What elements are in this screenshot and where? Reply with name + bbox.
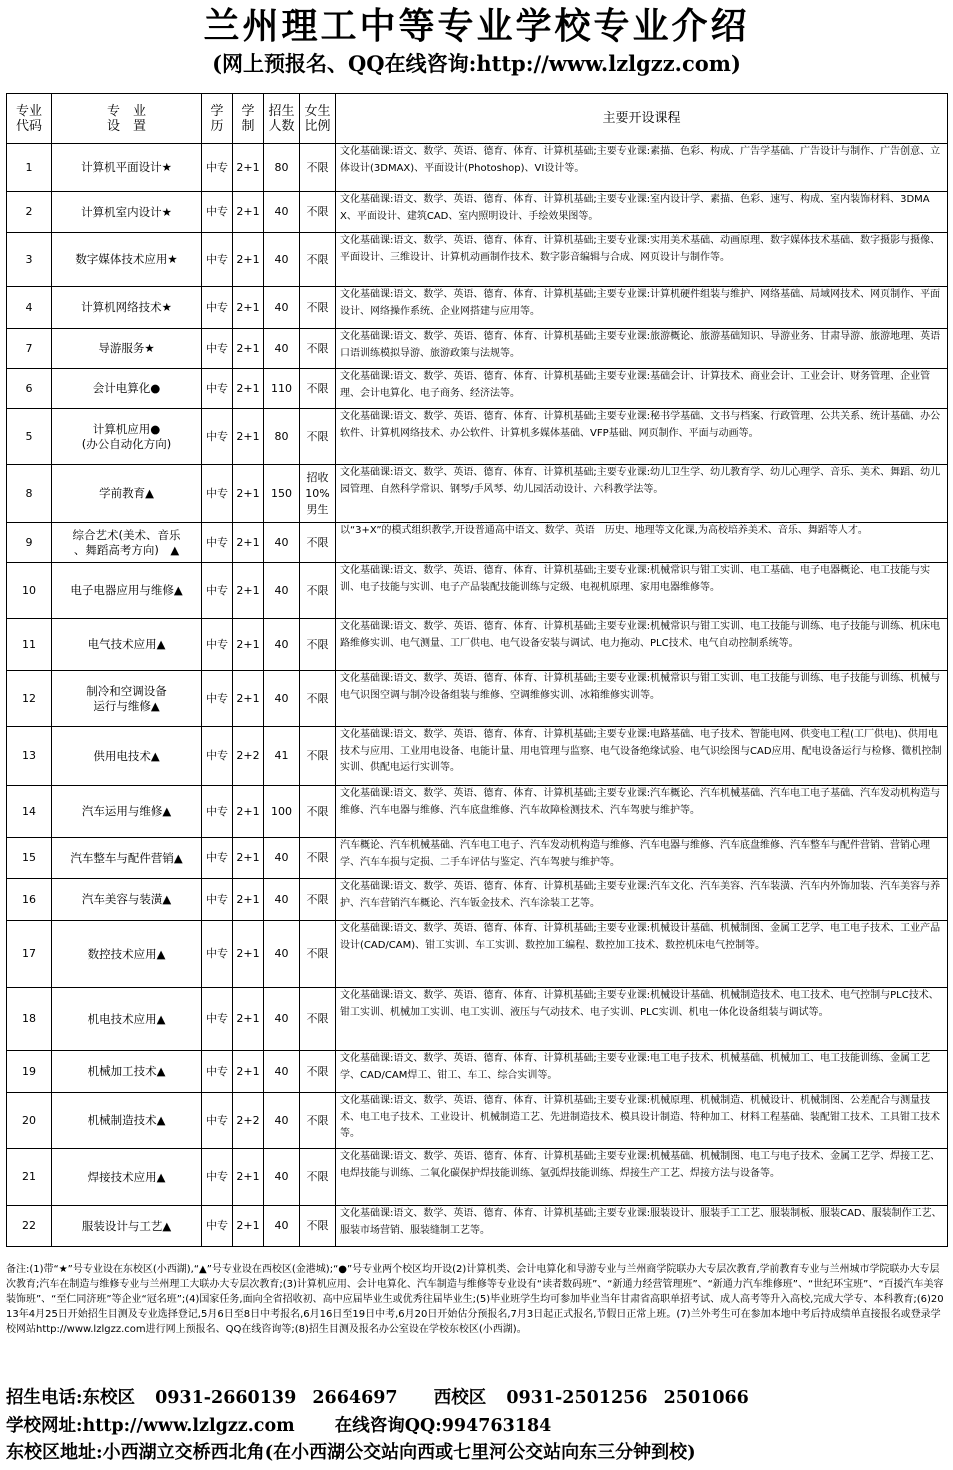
major-education: 中专 [202,563,233,619]
table-row [7,233,948,287]
footer-website-line [6,1413,551,1439]
major-name [52,192,202,233]
female-ratio-line: 不限 [306,583,329,597]
major-name [52,727,202,786]
major-quota: 40 [264,671,300,727]
major-years: 2+1 [233,786,264,838]
major-years: 2+2 [233,1093,264,1149]
major-female-ratio [300,838,336,879]
major-years: 2+2 [233,727,264,786]
table-row [7,465,948,523]
west-phone-1: 0931-2501256 [506,1388,648,1408]
major-courses: 文化基础课:语文、数学、英语、德育、体育、计算机基础;主要专业课:机械设计基础、机械制图、金属工艺学、电工电子技术、工业产品设计(CAD/CAM)、钳工实训、车工实训、数控加工编程、数控加工技术、数控机床电气控制等。 [336,921,948,988]
major-education: 中专 [202,1093,233,1149]
major-name [52,1206,202,1247]
major-name-line: 计算机平面设计★ [81,160,172,174]
major-courses: 文化基础课:语文、数学、英语、德育、体育、计算机基础;主要专业课:机械常识与钳工实训、电工技能与训练、电子技能与训练、机床电路维修实训、电气测量、工厂供电、电气设备安装与调试、电力拖动、PLC技术、电气自动控制系统等。 [336,619,948,671]
female-ratio-line: 招收 [306,470,329,484]
major-name-line: 运行与维修▲ [93,698,160,713]
female-ratio-line: 不限 [306,205,329,218]
header-courses: 主要开设课程 [336,94,948,144]
major-quota: 40 [264,879,300,921]
major-female-ratio [300,619,336,671]
major-years: 2+1 [233,563,264,619]
major-female-ratio [300,988,336,1051]
major-code: 19 [7,1051,52,1093]
major-name-line: 服装设计与工艺▲ [81,1218,172,1233]
major-name-line: 综合艺术(美术、音乐 [72,527,181,542]
table-row [7,1051,948,1093]
major-code: 10 [7,563,52,619]
major-female-ratio [300,287,336,329]
major-quota: 40 [264,1093,300,1149]
female-ratio-line: 不限 [306,160,329,174]
east-campus-label: 东校区 [82,1388,135,1408]
female-ratio-line: 不限 [306,1012,329,1025]
major-quota: 40 [264,619,300,671]
major-courses: 文化基础课:语文、数学、英语、德育、体育、计算机基础;主要专业课:室内设计学、素描、色彩、速写、构成、室内装饰材料、3DMAX、平面设计、建筑CAD、室内照明设计、手绘效果图等。 [336,192,948,233]
major-name [52,619,202,671]
major-name [52,1051,202,1093]
major-quota: 40 [264,1149,300,1206]
major-years: 2+1 [233,523,264,563]
female-ratio-line: 不限 [306,300,329,314]
major-years: 2+1 [233,233,264,287]
major-code: 13 [7,727,52,786]
female-ratio-line: 不限 [306,892,329,906]
female-ratio-line: 不限 [306,535,329,549]
major-name-line: 计算机室内设计★ [81,204,172,219]
table-row [7,144,948,192]
major-courses: 文化基础课:语文、数学、英语、德育、体育、计算机基础;主要专业课:素描、色彩、构成、广告学基础、广告设计与制作、广告创意、立体设计(3DMAX)、平面设计(Photoshop)、VI设计等。 [336,144,948,192]
major-name [52,988,202,1051]
qq-label: 在线咨询QQ: [334,1416,442,1436]
major-code: 18 [7,988,52,1051]
major-code: 11 [7,619,52,671]
major-years: 2+1 [233,369,264,409]
major-quota: 40 [264,329,300,369]
table-row [7,409,948,465]
major-education: 中专 [202,329,233,369]
major-education: 中专 [202,192,233,233]
major-quota: 110 [264,369,300,409]
major-quota: 40 [264,563,300,619]
major-female-ratio [300,563,336,619]
website-link[interactable]: http://www.lzlgzz.com [82,1416,295,1436]
major-education: 中专 [202,879,233,921]
major-education: 中专 [202,1206,233,1247]
major-education: 中专 [202,921,233,988]
west-phone-2: 2501066 [663,1388,749,1408]
major-education: 中专 [202,727,233,786]
major-name-line: 机电技术应用▲ [87,1011,166,1026]
major-name-line: 供用电技术▲ [93,748,160,763]
major-female-ratio [300,1149,336,1206]
table-header-row [7,94,948,144]
major-code: 4 [7,287,52,329]
major-name [52,369,202,409]
major-name [52,329,202,369]
major-years: 2+1 [233,671,264,727]
major-name-line: 机械加工技术▲ [87,1064,166,1078]
page-title: 兰州理工中等专业学校专业介绍 [203,5,750,47]
table-row [7,1206,948,1247]
major-quota: 40 [264,233,300,287]
major-quota: 41 [264,727,300,786]
female-ratio-line: 不限 [306,252,329,266]
major-years: 2+1 [233,619,264,671]
major-name-line: 计算机应用● [92,421,161,436]
major-education: 中专 [202,465,233,523]
major-code: 2 [7,192,52,233]
phone-label: 招生电话: [6,1388,83,1408]
major-female-ratio [300,1206,336,1247]
major-name [52,409,202,465]
table-row [7,1149,948,1206]
major-code: 12 [7,671,52,727]
major-code: 3 [7,233,52,287]
major-quota: 40 [264,838,300,879]
female-ratio-line: 不限 [306,1113,329,1127]
major-courses: 文化基础课:语文、数学、英语、德育、体育、计算机基础;主要专业课:实用美术基础、动画原理、数字媒体技术基础、数字摄影与摄像、平面设计、三维设计、计算机动画制作技术、数字影音编辑与合成、网页设计与制作等。 [336,233,948,287]
major-courses: 文化基础课:语文、数学、英语、德育、体育、计算机基础;主要专业课:机械原理、机械制造、机械设计、机械制图、公差配合与测量技术、电工电子技术、工业设计、机械制造工艺、先进制造技术、模具设计制造、特种加工、材料工程基础、装配钳工技术、工具钳工技术等。 [336,1093,948,1149]
header-code: 专业 代码 [7,94,52,144]
major-education: 中专 [202,369,233,409]
major-quota: 40 [264,287,300,329]
major-name-line: 汽车美容与装潢▲ [81,892,172,906]
major-years: 2+1 [233,287,264,329]
table-row [7,921,948,988]
major-code: 6 [7,369,52,409]
major-courses: 文化基础课:语文、数学、英语、德育、体育、计算机基础;主要专业课:电路基础、电子技术、智能电网、供变电工程(工厂供电)、供用电技术与应用、工业用电设备、电能计量、用电管理与监察、电气设备绝缘试验、电气识绘图与CAD应用、配电设备运行与检修、微机控制实训、供配电运行实训等。 [336,727,948,786]
female-ratio-line: 不限 [306,637,329,651]
footer-phone-line [6,1385,749,1411]
major-female-ratio [300,369,336,409]
major-years: 2+1 [233,409,264,465]
major-years: 2+1 [233,1051,264,1093]
major-code: 20 [7,1093,52,1149]
major-female-ratio [300,1093,336,1149]
major-education: 中专 [202,144,233,192]
major-education: 中专 [202,786,233,838]
header-quota: 招生 人数 [264,94,300,144]
footer-notes: 备注:(1)带“★”号专业设在东校区(小西湖),“▲”号专业设在西校区(金港城);“●”号专业两个校区均开设(2)计算机类、会计电算化和导游专业与兰州商学院联办大专层次教育,学前教育专业与兰州城市学院联办大专层次教育;汽车在制造与维修专业与兰州理工大联办大专层次教育;(3)计算机应用、会计电算化、汽车制造与维修等专业设有“读者数码班”、“新通力经营管理班”、“新通力汽车维修班”、“世纪环宝班”、“百援汽车美容装饰班”、“至仁同济班”等企业“冠名班”;(4)国家任务,面向全省招收初、高中应届毕业生或优秀往届毕业生;(5)毕业班学生均可参加毕业当年甘肃省高职单招考试、成人高考等升入高校,完成大学专、本科教育;(6)2013年4月25日开始招生目测及专业选择登记,5月6日至8日中考报名,6月16日至19日中考,6月20日开始估分预报名,7月3日起正式报名,节假日正常上班。(7)兰外考生可在参加本地中考后持成绩单直接报名或登录学校网站http://www.lzlgzz.com进行网上预报名、QQ在线咨询等;(8)招生目测及报名办公室设在学校东校区(小西湖)。 [6,1264,944,1335]
east-phone-2: 2664697 [312,1388,398,1408]
major-quota: 40 [264,523,300,563]
major-female-ratio [300,409,336,465]
major-quota: 150 [264,465,300,523]
table-row [7,786,948,838]
major-name-line: 汽车整车与配件营销▲ [70,850,183,865]
major-years: 2+1 [233,921,264,988]
major-name-line: 机械制造技术▲ [87,1113,166,1127]
header-name: 专 业 设 置 [52,94,202,144]
major-code: 15 [7,838,52,879]
major-name [52,144,202,192]
major-female-ratio [300,671,336,727]
major-name [52,1093,202,1149]
major-years: 2+1 [233,329,264,369]
major-name [52,671,202,727]
major-code: 7 [7,329,52,369]
major-courses: 文化基础课:语文、数学、英语、德育、体育、计算机基础;主要专业课:计算机硬件组装与维护、网络基础、局域网技术、网页制作、平面设计、网络操作系统、企业网搭建与应用等。 [336,287,948,329]
major-name-line: 制冷和空调设备 [86,683,167,698]
major-name-line: (办公自动化方向) [81,436,172,451]
east-phone-1: 0931-2660139 [155,1388,297,1408]
table-row [7,369,948,409]
major-years: 2+1 [233,144,264,192]
major-education: 中专 [202,287,233,329]
major-years: 2+1 [233,838,264,879]
female-ratio-line: 不限 [306,804,329,818]
major-courses: 文化基础课:语文、数学、英语、德育、体育、计算机基础;主要专业课:服装设计、服装手工工艺、服装制板、服装CAD、服装制作工艺、服装市场营销、服装缝制工艺等。 [336,1206,948,1247]
major-female-ratio [300,523,336,563]
table-row [7,838,948,879]
table-row [7,1093,948,1149]
major-code: 8 [7,465,52,523]
table-row [7,523,948,563]
major-education: 中专 [202,671,233,727]
major-name-line: 数字媒体技术应用★ [75,252,178,266]
major-female-ratio [300,144,336,192]
major-name-line: 汽车运用与维修▲ [81,804,172,818]
header-education: 学 历 [202,94,233,144]
major-name [52,921,202,988]
major-courses: 文化基础课:语文、数学、英语、德育、体育、计算机基础;主要专业课:机械设计基础、机械制造技术、电工技术、电气控制与PLC技术、钳工实训、机械加工实训、电工实训、液压与气动技术、电子实训、PLC实训、机电一体化设备组装与调试等。 [336,988,948,1051]
major-code: 14 [7,786,52,838]
major-name-line: 焊接技术应用▲ [87,1169,166,1184]
female-ratio-line: 不限 [306,851,329,864]
major-name-line: 学前教育▲ [99,486,154,500]
major-years: 2+1 [233,465,264,523]
major-name-line: 计算机网络技术★ [81,300,172,314]
majors-table [6,93,948,1247]
major-courses: 文化基础课:语文、数学、英语、德育、体育、计算机基础;主要专业课:电工电子技术、机械基础、机械加工、电工技能训练、金属工艺学、CAD/CAM焊工、钳工、车工、综合实训等。 [336,1051,948,1093]
major-education: 中专 [202,409,233,465]
major-female-ratio [300,921,336,988]
major-courses: 以“3+X”的模式组织教学,开设普通高中语文、数学、英语 历史、地理等文化课,为高校培养美术、音乐、舞蹈等人才。 [336,523,948,563]
major-name-line: 导游服务★ [98,341,155,355]
major-education: 中专 [202,1051,233,1093]
major-courses: 文化基础课:语文、数学、英语、德育、体育、计算机基础;主要专业课:旅游概论、旅游基础知识、导游业务、甘肃导游、旅游地理、英语口语训练模拟导游、旅游政策与法规等。 [336,329,948,369]
major-name [52,465,202,523]
female-ratio-line: 不限 [306,749,329,762]
major-quota: 40 [264,192,300,233]
major-code: 16 [7,879,52,921]
website-label: 学校网址: [6,1416,83,1436]
major-quota: 100 [264,786,300,838]
major-code: 9 [7,523,52,563]
major-name-line: 电子电器应用与维修▲ [70,583,183,597]
major-name-line: 数控技术应用▲ [87,946,166,961]
major-name [52,287,202,329]
female-ratio-line: 不限 [306,691,329,705]
female-ratio-line: 不限 [306,1064,329,1078]
major-name-line: 会计电算化● [92,381,161,395]
major-female-ratio [300,329,336,369]
major-code: 17 [7,921,52,988]
table-row [7,563,948,619]
table-row [7,192,948,233]
table-row [7,329,948,369]
female-ratio-line: 不限 [306,947,329,960]
table-row [7,287,948,329]
major-years: 2+1 [233,1149,264,1206]
major-name-line: 、舞蹈高考方向) ▲ [73,542,180,557]
major-name [52,563,202,619]
major-name [52,523,202,563]
major-years: 2+1 [233,988,264,1051]
female-ratio-line: 不限 [306,1219,329,1232]
major-female-ratio [300,786,336,838]
header-years: 学 制 [233,94,264,144]
major-courses: 汽车概论、汽车机械基础、汽车电工电子、汽车发动机构造与维修、汽车电器与维修、汽车底盘维修、汽车整车与配件营销、营销心理学、汽车车损与定损、二手车评估与鉴定、汽车驾驶与维护等。 [336,838,948,879]
major-courses: 文化基础课:语文、数学、英语、德育、体育、计算机基础;主要专业课:幼儿卫生学、幼儿教育学、幼儿心理学、音乐、美术、舞蹈、幼儿园管理、自然科学常识、钢琴/手风琴、幼儿园活动设计、六科教学法等。 [336,465,948,523]
major-quota: 40 [264,1051,300,1093]
major-female-ratio [300,879,336,921]
major-courses: 文化基础课:语文、数学、英语、德育、体育、计算机基础;主要专业课:汽车概论、汽车机械基础、汽车电工电子基础、汽车发动机构造与维修、汽车电器与维修、汽车底盘维修、汽车故障检测技术、汽车驾驶与维护等。 [336,786,948,838]
major-years: 2+1 [233,879,264,921]
major-code: 21 [7,1149,52,1206]
female-ratio-line: 不限 [306,1170,329,1183]
major-courses: 文化基础课:语文、数学、英语、德育、体育、计算机基础;主要专业课:机械基础、机械制图、电工与电子技术、金属工艺学、焊接工艺、电焊技能与训练、二氧化碳保护焊技能训练、氩弧焊技能训练、焊接生产工艺、焊接方法与设备等。 [336,1149,948,1206]
female-ratio-line: 不限 [306,429,329,443]
major-quota: 40 [264,921,300,988]
major-name [52,1149,202,1206]
major-code: 5 [7,409,52,465]
major-female-ratio [300,1051,336,1093]
table-row [7,727,948,786]
major-quota: 80 [264,409,300,465]
major-courses: 文化基础课:语文、数学、英语、德育、体育、计算机基础;主要专业课:汽车文化、汽车美容、汽车装潢、汽车内外饰加装、汽车美容与养护、汽车营销汽车概论、汽车钣金技术、汽车涂装工艺等。 [336,879,948,921]
female-ratio-line: 不限 [306,341,329,355]
qq-number: 994763184 [441,1416,552,1436]
table-row [7,619,948,671]
female-ratio-line: 不限 [306,381,329,395]
major-courses: 文化基础课:语文、数学、英语、德育、体育、计算机基础;主要专业课:基础会计、计算技术、商业会计、工业会计、财务管理、企业管理、会计电算化、电子商务、经济法等。 [336,369,948,409]
major-education: 中专 [202,1149,233,1206]
major-quota: 40 [264,988,300,1051]
major-name [52,786,202,838]
female-ratio-line: 男生 [306,502,329,516]
major-education: 中专 [202,988,233,1051]
major-courses: 文化基础课:语文、数学、英语、德育、体育、计算机基础;主要专业课:机械常识与钳工实训、电工技能与训练、电子技能与训练、机械与电气识图空调与制冷设备组装与维修、空调维修实训、冰箱维修实训等。 [336,671,948,727]
major-female-ratio [300,727,336,786]
major-female-ratio [300,465,336,523]
major-years: 2+1 [233,192,264,233]
major-female-ratio [300,192,336,233]
table-row [7,879,948,921]
footer-address: 东校区地址:小西湖立交桥西北角(在小西湖公交站向西或七里河公交站向东三分钟到校) [6,1442,696,1463]
table-row [7,988,948,1051]
major-education: 中专 [202,233,233,287]
major-courses: 文化基础课:语文、数学、英语、德育、体育、计算机基础;主要专业课:秘书学基础、文书与档案、行政管理、公共关系、统计基础、办公软件、计算机网络技术、办公软件、计算机多媒体基础、VFP基础、网页制作、平面与动画等。 [336,409,948,465]
major-education: 中专 [202,619,233,671]
header-female-ratio: 女生 比例 [300,94,336,144]
major-courses: 文化基础课:语文、数学、英语、德育、体育、计算机基础;主要专业课:机械常识与钳工实训、电工基础、电子电器概论、电工技能与实训、电子技能与实训、电子产品装配技能训练与定级、电视机原理、家用电器维修等。 [336,563,948,619]
major-name [52,233,202,287]
female-ratio-line: 10% [305,486,330,500]
major-code: 22 [7,1206,52,1247]
major-years: 2+1 [233,1206,264,1247]
major-quota: 40 [264,1206,300,1247]
major-quota: 80 [264,144,300,192]
major-name-line: 电气技术应用▲ [87,637,166,651]
west-campus-label: 西校区 [433,1388,487,1408]
major-code: 1 [7,144,52,192]
major-name [52,838,202,879]
table-row [7,671,948,727]
page-subtitle: (网上预报名、QQ在线咨询:http://www.lzlgzz.com) [212,51,741,76]
major-name [52,879,202,921]
major-education: 中专 [202,523,233,563]
major-female-ratio [300,233,336,287]
major-education: 中专 [202,838,233,879]
